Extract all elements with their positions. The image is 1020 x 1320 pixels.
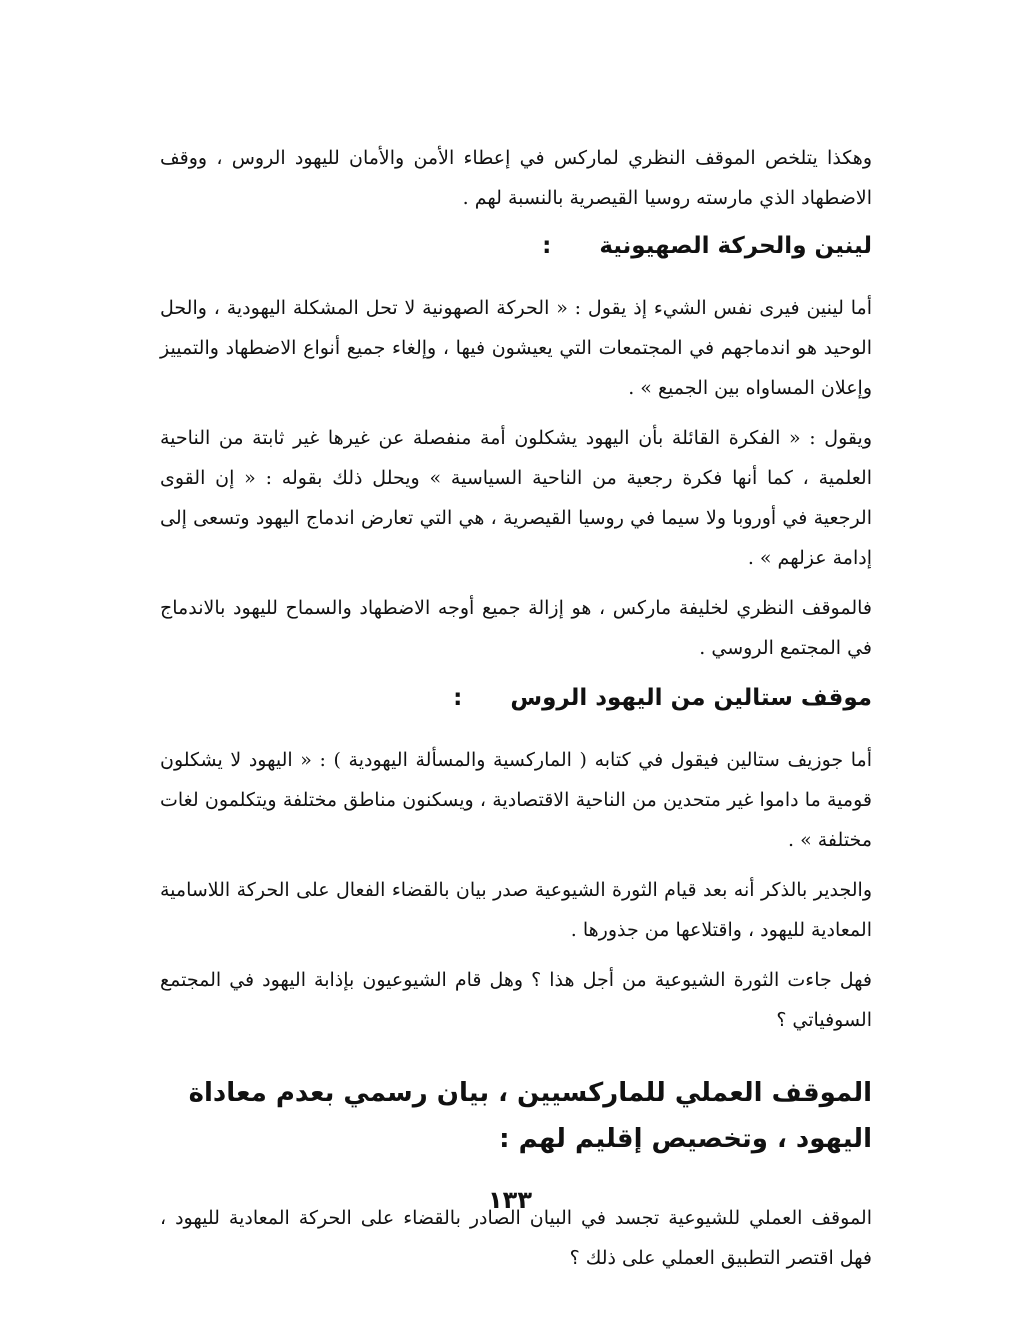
heading-colon: : [542, 233, 552, 259]
heading-practical-position: الموقف العملي للماركسيين ، بيان رسمي بعدم معاداة اليهود ، وتخصيص إقليم لهم : [188, 1078, 872, 1154]
paragraph-stalin-quote: أما جوزيف ستالين فيقول في كتابه ( الماركسية والمسألة اليهودية ) : « اليهود لا يشكلون قومية ما داموا غير متحدين من الناحية الاقتصادية ، ويسكنون مناطق مختلفة ويتكلمون لغات مختلفة » . [160, 749, 872, 851]
paragraph-marx-position: وهكذا يتلخص الموقف النظري لماركس في إعطاء الأمن والأمان لليهود الروس ، ووقف الاضطهاد الذي مارسته روسيا القيصرية بالنسبة لهم . [160, 147, 872, 209]
heading-lenin-zionism-text: لينين والحركة الصهيونية [599, 233, 872, 259]
paragraph-lenin-idea: ويقول : « الفكرة القائلة بأن اليهود يشكلون أمة منفصلة عن غيرها غير ثابتة من الناحية العلمية ، كما أنها فكرة رجعية من الناحية السياسية » ويحلل ذلك بقوله : « إن القوى الرجعية في أوروبا ولا سيما في روسيا القيصرية ، هي التي تعارض اندماج اليهود وتسعى إلى إدامة عزلهم » . [160, 427, 872, 569]
heading-stalin-jews-text: موقف ستالين من اليهود الروس [510, 685, 872, 711]
heading-stalin-jews [160, 678, 872, 718]
heading-lenin-zionism [160, 226, 872, 266]
paragraph-revolution-statement: والجدير بالذكر أنه بعد قيام الثورة الشيوعية صدر بيان بالقضاء الفعال على الحركة اللاسامية المعادية لليهود ، واقتلاعها من جذورها . [160, 879, 872, 941]
paragraph-lenin-quote: أما لينين فيرى نفس الشيء إذ يقول : « الحركة الصهونية لا تحل المشكلة اليهودية ، والحل الوحيد هو اندماجهم في المجتمعات التي يعيشون فيها ، وإلغاء جميع أنواع الاضطهاد والتمييز وإعلان المساواه بين الجميع » . [160, 297, 872, 399]
page-body [160, 138, 872, 1288]
paragraph-question: فهل جاءت الثورة الشيوعية من أجل هذا ؟ وهل قام الشيوعيون بإذابة اليهود في المجتمع السوفياتي ؟ [160, 969, 872, 1031]
paragraph-practical-position: الموقف العملي للشيوعية تجسد في البيان الصادر بالقضاء على الحركة المعادية لليهود ، فهل اقتصر التطبيق العملي على ذلك ؟ [160, 1207, 872, 1269]
page-number: ١٣٣ [488, 1186, 532, 1214]
heading-colon: : [453, 685, 463, 711]
paragraph-lenin-summary: فالموقف النظري لخليفة ماركس ، هو إزالة جميع أوجه الاضطهاد والسماح لليهود بالاندماج في المجتمع الروسي . [160, 597, 872, 659]
